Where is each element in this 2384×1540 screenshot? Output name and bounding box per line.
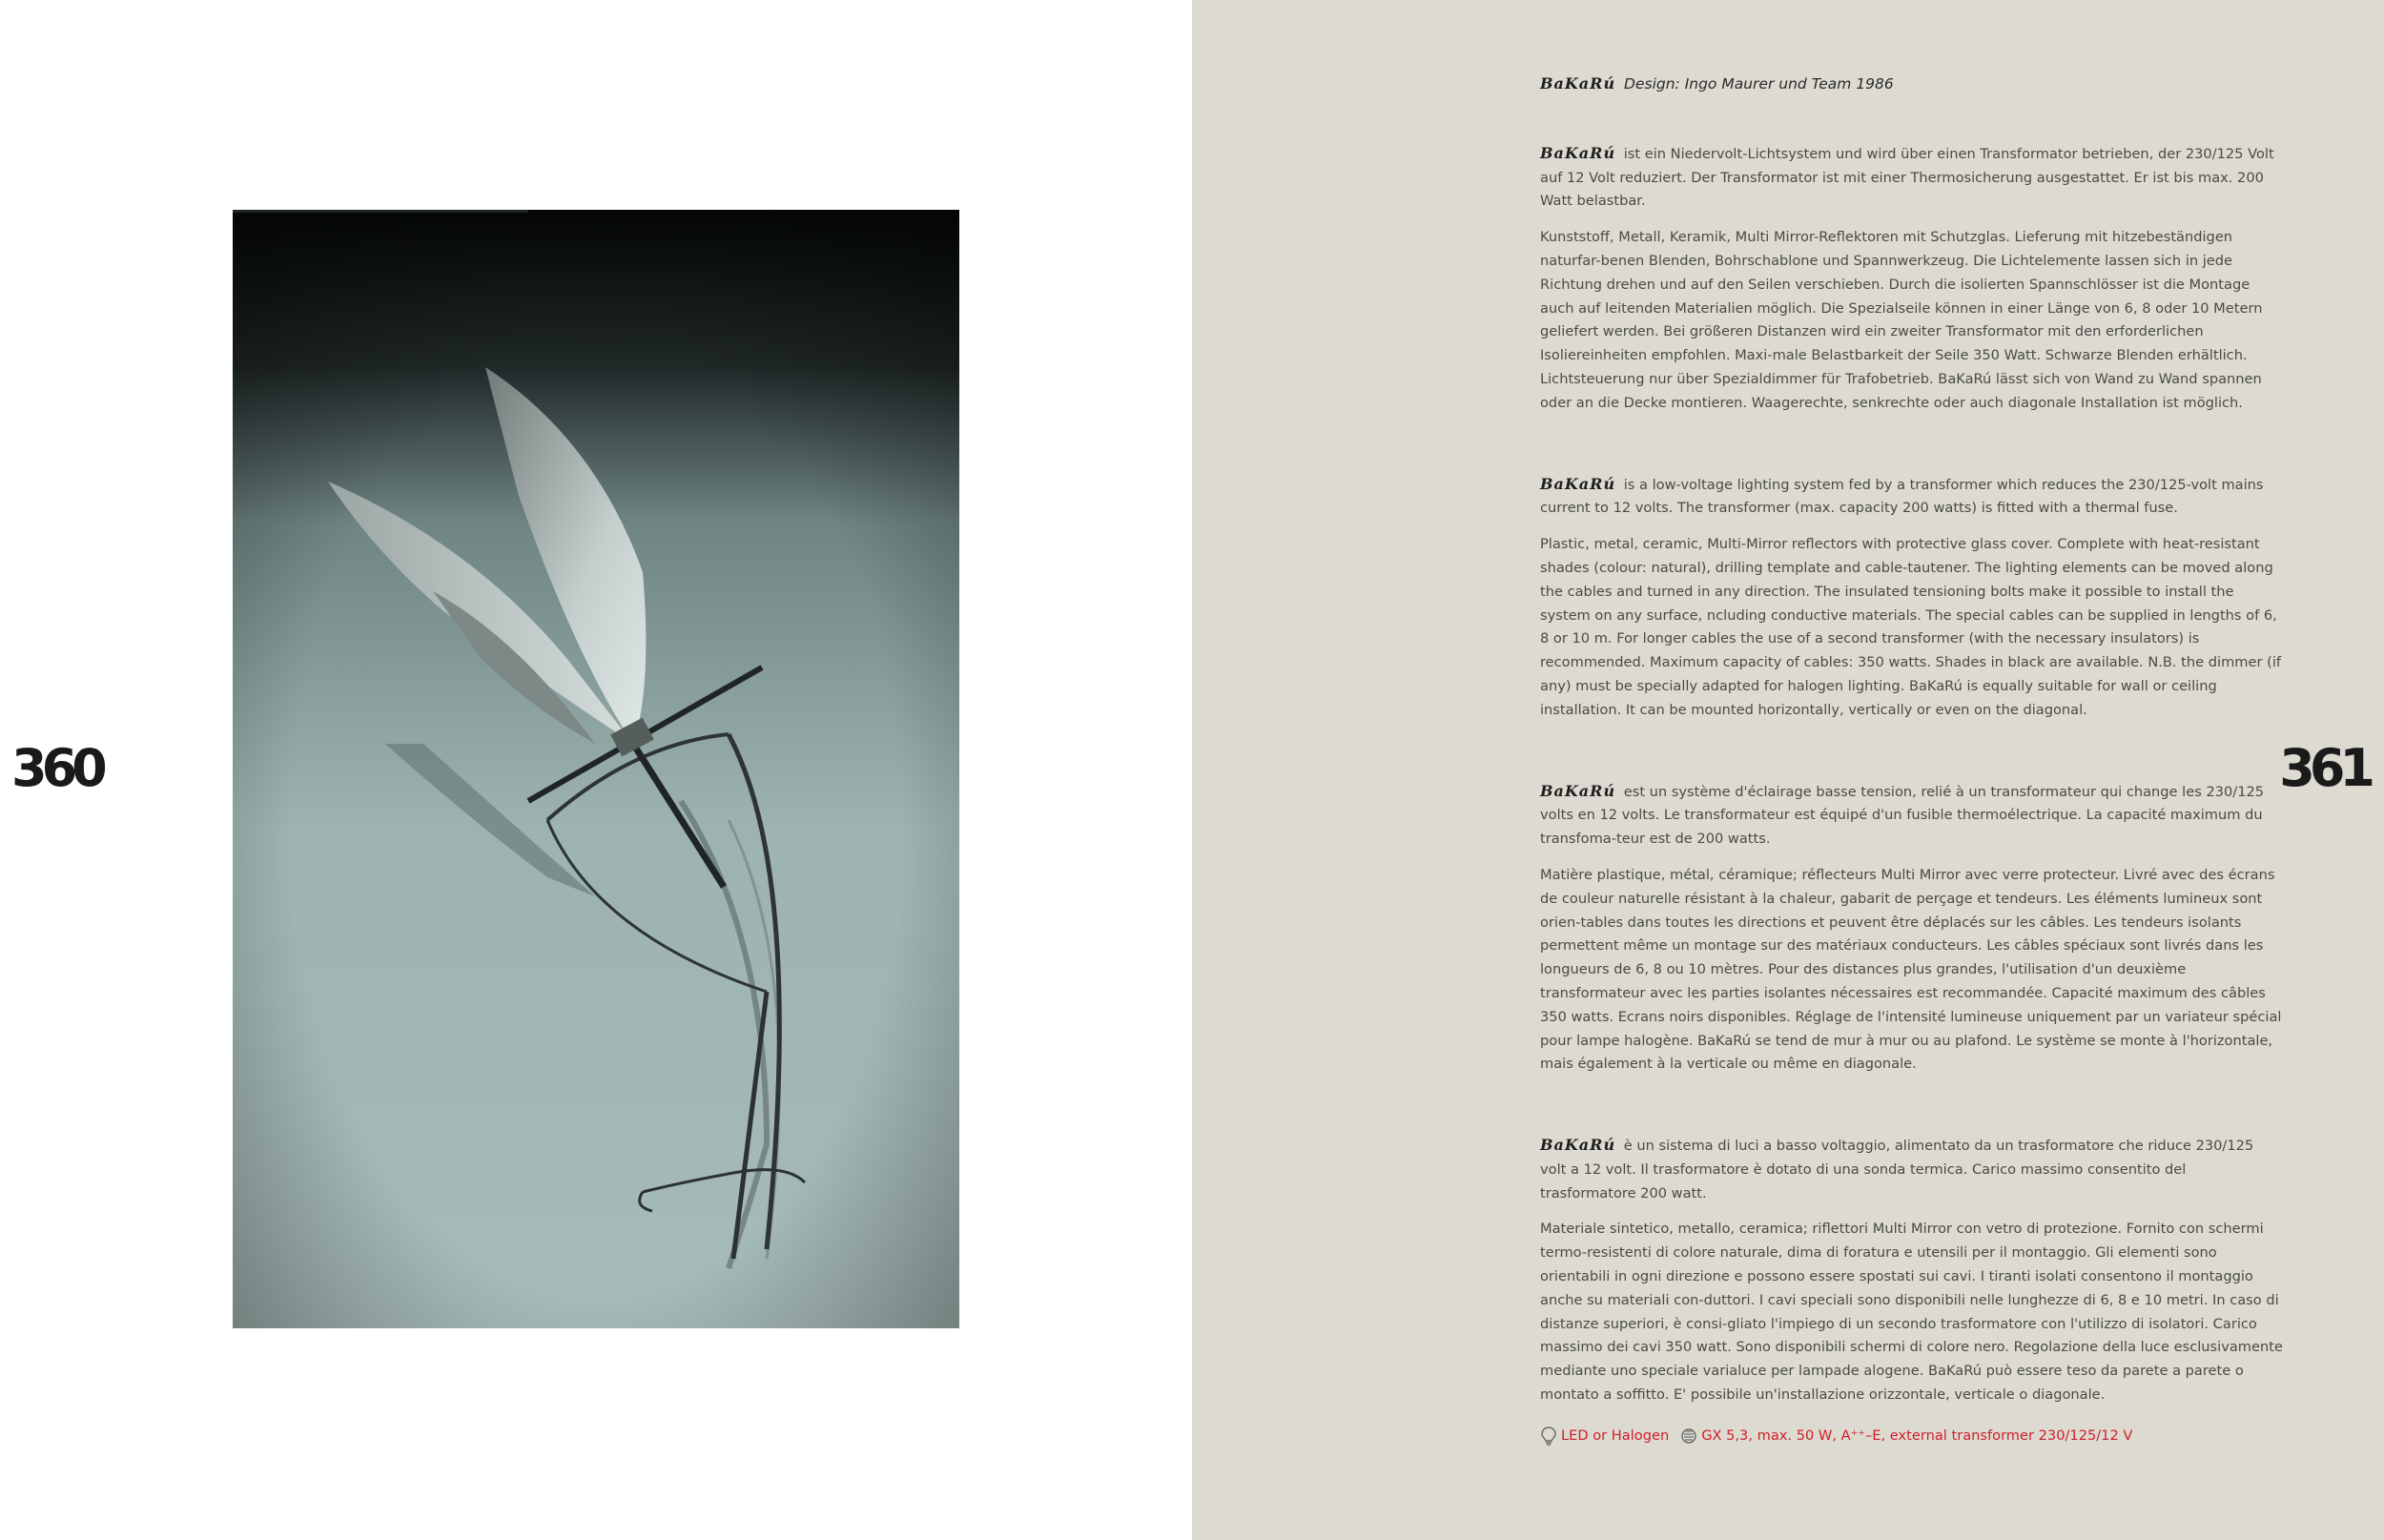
german-intro-text: ist ein Niedervolt-Lichtsystem und wird über einen Transformator betrieben, der 230/125 Volt auf 12 Volt reduziert. Der Transformator ist mit einer Thermosicherung ausgestattet. Er ist bis max. 200 Watt belastbar. — [1540, 145, 2274, 210]
german-intro — [1540, 142, 2284, 214]
page-number-left: 360 — [11, 738, 102, 798]
bakaru-logo: BaKaRú — [1540, 143, 1616, 162]
spec-details-text: GX 5,3, max. 50 W, A⁺⁺–E, external transformer 230/125/12 V — [1701, 1427, 2133, 1444]
bakaru-logo: BaKaRú — [1540, 474, 1616, 493]
bakaru-logo: BaKaRú — [1540, 781, 1616, 800]
product-photo — [233, 210, 959, 1328]
english-intro-text: is a low-voltage lighting system fed by a transformer which reduces the 230/125-volt mains current to 12 volts. The transformer (max. capacity 200 watts) is fitted with a thermal fuse. — [1540, 476, 2264, 517]
english-details: Plastic, metal, ceramic, Multi-Mirror reflectors with protective glass cover. Complete with heat-resistant shades (colour: natural), drilling template and cable-tautener. The lighting elements can be moved along the cables and turned in any direction. The insulated tensioning bolts make it possible to install the system on any surface, ncluding conductive materials. The special cables can be supplied in lengths of 6, 8 or 10 m. For longer cables the use of a second transformer (with the necessary insulators) is recommended. Maximum capacity of cables: 350 watts. Shades in black are available. N.B. the dimmer (if any) must be specially adapted for halogen lighting. BaKaRú is equally suitable for wall or ceiling installation. It can be mounted horizontally, vertically or even on the diagonal. — [1540, 536, 2282, 718]
english-intro — [1540, 473, 2284, 522]
italian-intro — [1540, 1134, 2284, 1205]
french-details: Matière plastique, métal, céramique; réflecteurs Multi Mirror avec verre protecteur. Livré avec des écrans de couleur naturelle résistant à la chaleur, gabarit de perçage et tendeurs. Les éléments lumineux sont orien-tables dans toutes les directions et peuvent être déplacés sur les câbles. Les tendeurs isolants permettent même un montage sur des matériaux conducteurs. Les câbles spéciaux sont livrés dans les longueurs de 6, 8 ou 10 mètres. Pour des distances plus grandes, l'utilisation d'un deuxième transformateur avec les parties isolantes nécessaires est recommandée. Capacité maximum des câbles 350 watts. Ecrans noirs disponibles. Réglage de l'intensité lumineuse uniquement par un variateur spécial pour lampe halogène. BaKaRú se tend de mur à mur ou au plafond. Le système se monte à l'horizontale, mais également à la verticale ou même en diagonale. — [1540, 866, 2282, 1073]
credit-text: Design: Ingo Maurer und Team 1986 — [1624, 75, 1894, 92]
bulb-icon — [1540, 1426, 1557, 1447]
design-credit — [1540, 72, 2284, 96]
page-number-right: 361 — [2279, 738, 2370, 798]
italian-intro-text: è un sistema di luci a basso voltaggio, alimentato da un trasformatore che riduce 230/125 volt a 12 volt. Il trasformatore è dotato di una sonda termica. Carico massimo consentito del trasformatore 200 watt. — [1540, 1138, 2254, 1201]
french-intro — [1540, 780, 2284, 852]
italian-details: Materiale sintetico, metallo, ceramica; riflettori Multi Mirror con vetro di protezione. Fornito con schermi termo-resistenti di colore naturale, dima di foratura e utensili per il montaggio. Gli elementi sono orientabili in ogni direzione e possono essere spostati sui cavi. I tiranti isolati consentono il montaggio anche su materiali con-duttori. I cavi speciali sono disponibili nelle lunghezze di 6, 8 e 10 metri. In caso di distanze superiori, è consi-gliato l'impiego di un secondo trasformatore con l'utilizzo di isolatori. Carico massimo dei cavi 350 watt. Sono disponibili schermi di colore nero. Regolazione della luce esclusivamente mediante uno speciale varialuce per lampade alogene. BaKaRú può essere teso da parete a parete o montato a soffitto. E' possibile un'installazione orizzontale, verticale o diagonale. — [1540, 1221, 2283, 1404]
lamp-photo-image — [233, 210, 959, 1328]
spec-line — [1540, 1425, 2284, 1448]
bakaru-logo: BaKaRú — [1540, 1136, 1616, 1155]
german-details: Kunststoff, Metall, Keramik, Multi Mirror-Reflektoren mit Schutzglas. Lieferung mit hitzebeständigen naturfar-benen Blenden, Bohrschablone und Spannwerkzeug. Die Lichtelemente lassen sich in jede Richtung drehen und auf den Seilen verschieben. Durch die isolierten Spannschlösser ist die Montage auch auf leitenden Materialien möglich. Die Spezialseile können in einer Länge von 6, 8 oder 10 Metern geliefert werden. Bei größeren Distanzen wird ein zweiter Transformator mit den erforderlichen Isoliereinheiten empfohlen. Maxi-male Belastbarkeit der Seile 350 Watt. Schwarze Blenden erhältlich. Lichtsteuerung nur über Spezialdimmer für Trafobetrieb. BaKaRú lässt sich von Wand zu Wand spannen oder an die Decke montieren. Waagerechte, senkrechte oder auch diagonale Installation ist möglich. — [1540, 229, 2263, 411]
french-intro-text: est un système d'éclairage basse tension, relié à un transformateur qui change les 230/125 volts en 12 volts. Le transformateur est équipé d'un fusible thermoélectrique. La capacité maximum du transfoma-teur est de 200 watts. — [1540, 783, 2265, 848]
text-column — [1540, 72, 2284, 1448]
bakaru-logo: BaKaRú — [1540, 74, 1616, 92]
light-source-text: LED or Halogen — [1561, 1427, 1670, 1444]
spiral-icon — [1680, 1426, 1697, 1447]
